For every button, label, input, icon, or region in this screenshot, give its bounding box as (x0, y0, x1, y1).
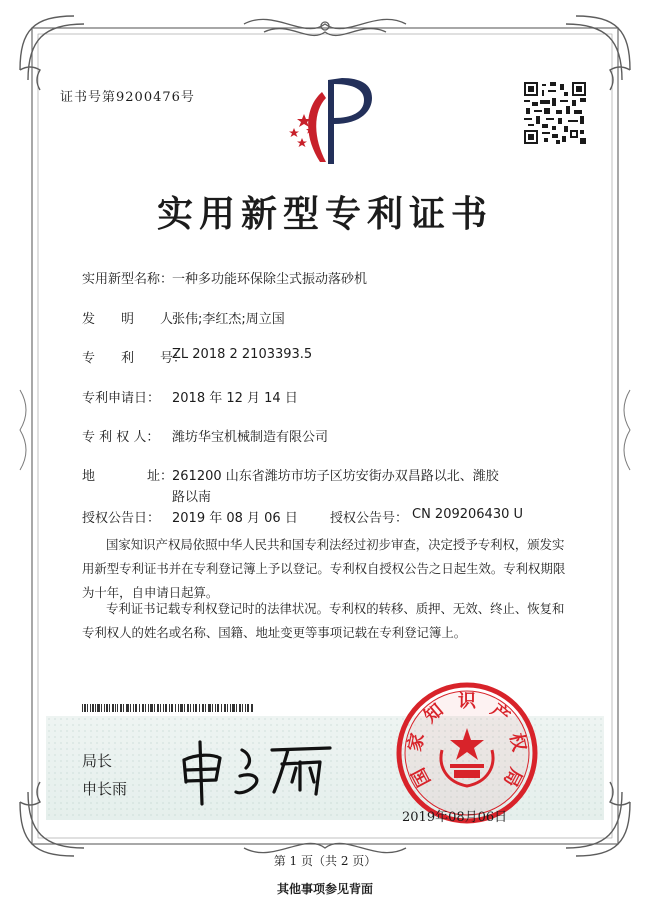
application-date-value: 2018 年 12 月 14 日 (172, 391, 298, 406)
svg-text:家: 家 (404, 731, 429, 754)
svg-text:局: 局 (498, 764, 526, 791)
inventor-label: 发 明 人： (82, 312, 187, 327)
grant-date-value: 2019 年 08 月 06 日 (172, 511, 298, 526)
barcode-icon (82, 704, 254, 712)
patentee-label: 专 利 权 人： (82, 430, 160, 445)
grant-number-label: 授权公告号： (330, 511, 409, 526)
director-signature (170, 720, 340, 810)
legal-paragraph-2: 专利证书记载专利权登记时的法律状况。专利权的转移、质押、无效、终止、恢复和专利权人的姓名或名称、国籍、地址变更等事项记载在专利登记簿上。 (82, 601, 565, 640)
address-line-1: 261200 山东省潍坊市坊子区坊安街办双昌路以北、潍胶 (172, 469, 499, 484)
page-indicator: 第 1 页（共 2 页） (273, 854, 377, 868)
director-title: 局长 (82, 752, 113, 770)
certificate-number: 证书号第9200476号 (60, 90, 195, 105)
director-name: 申长雨 (82, 780, 128, 798)
footer-note: 其他事项参见背面 (276, 882, 373, 896)
svg-text:知: 知 (420, 699, 448, 728)
svg-text:国: 国 (408, 764, 436, 791)
official-seal-icon (394, 680, 540, 826)
inventor-value: 张伟;李红杰;周立国 (172, 312, 285, 327)
patentee-value: 潍坊华宝机械制造有限公司 (172, 430, 329, 445)
legal-paragraph-1: 国家知识产权局依照中华人民共和国专利法经过初步审查，决定授予专利权，颁发实用新型专利证书并在专利登记簿上予以登记。专利权自授权公告之日起生效。专利权期限为十年，自申请日起算。 (82, 537, 566, 600)
svg-text:产: 产 (486, 699, 514, 728)
patent-office-emblem-icon (276, 76, 376, 168)
utility-model-name-value: 一种多功能环保除尘式振动落砂机 (172, 272, 368, 287)
patent-number-label: 专 利 号： (82, 351, 187, 366)
seal-date: 2019年08月06日 (402, 810, 508, 825)
svg-text:权: 权 (505, 731, 530, 754)
address-line-2: 路以南 (172, 490, 212, 505)
svg-text:识: 识 (458, 691, 476, 712)
patent-number-value: ZL 2018 2 2103393.5 (172, 347, 313, 362)
grant-date-label: 授权公告日： (82, 511, 161, 526)
certificate-title: 实用新型专利证书 (156, 194, 493, 235)
qr-code-icon (524, 82, 586, 144)
application-date-label: 专利申请日： (82, 391, 161, 406)
utility-model-name-label: 实用新型名称： (82, 272, 174, 287)
grant-number-value: CN 209206430 U (412, 507, 524, 522)
address-label: 地 址： (82, 469, 174, 484)
